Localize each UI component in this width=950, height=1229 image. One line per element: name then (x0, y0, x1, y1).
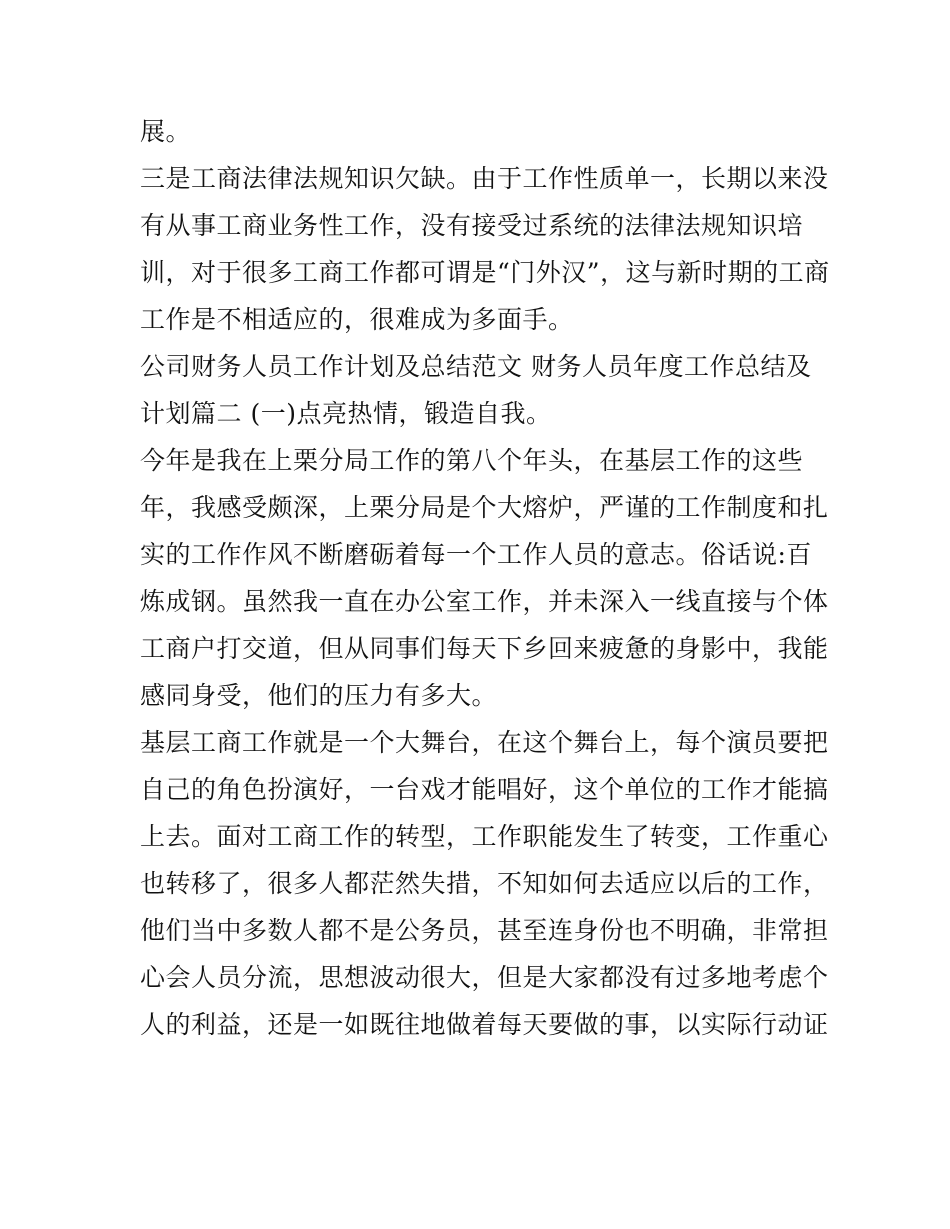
text-line: 工作是不相适应的，很难成为多面手。 (140, 305, 574, 334)
text-line: 上去。面对工商工作的转型，工作职能发生了转变，工作重心 (140, 822, 829, 851)
text-line: 有从事工商业务性工作，没有接受过系统的法律法规知识培 (140, 211, 804, 240)
text-line: 年，我感受颇深，上栗分局是个大熔炉，严谨的工作制度和扎 (140, 493, 829, 522)
text-line: 自己的角色扮演好，一台戏才能唱好，这个单位的工作才能搞 (140, 775, 829, 804)
text-line: 今年是我在上栗分局工作的第八个年头，在基层工作的这些 (140, 446, 804, 475)
text-line: 心会人员分流，思想波动很大，但是大家都没有过多地考虑个 (140, 963, 829, 992)
text-line: 工商户打交道，但从同事们每天下乡回来疲惫的身影中，我能 (140, 634, 829, 663)
text-line: 也转移了，很多人都茫然失措，不知如何去适应以后的工作， (140, 869, 829, 898)
text-line: 基层工商工作就是一个大舞台，在这个舞台上，每个演员要把 (140, 728, 829, 757)
text-line: 实的工作作风不断磨砺着每一个工作人员的意志。俗话说:百 (140, 540, 812, 569)
text-line: 公司财务人员工作计划及总结范文 财务人员年度工作总结及 (140, 352, 812, 381)
text-line: 训，对于很多工商工作都可谓是“门外汉”，这与新时期的工商 (140, 258, 830, 287)
text-line: 三是工商法律法规知识欠缺。由于工作性质单一，长期以来没 (140, 164, 829, 193)
text-line: 炼成钢。虽然我一直在办公室工作，并未深入一线直接与个体 (140, 587, 829, 616)
text-line: 他们当中多数人都不是公务员，甚至连身份也不明确，非常担 (140, 916, 829, 945)
text-line: 人的利益，还是一如既往地做着每天要做的事，以实际行动证 (140, 1010, 829, 1039)
text-line: 感同身受，他们的压力有多大。 (140, 681, 498, 710)
text-line: 计划篇二 (一)点亮热情，锻造自我。 (140, 399, 552, 428)
body-text (140, 108, 830, 1048)
text-line: 展。 (140, 117, 192, 146)
